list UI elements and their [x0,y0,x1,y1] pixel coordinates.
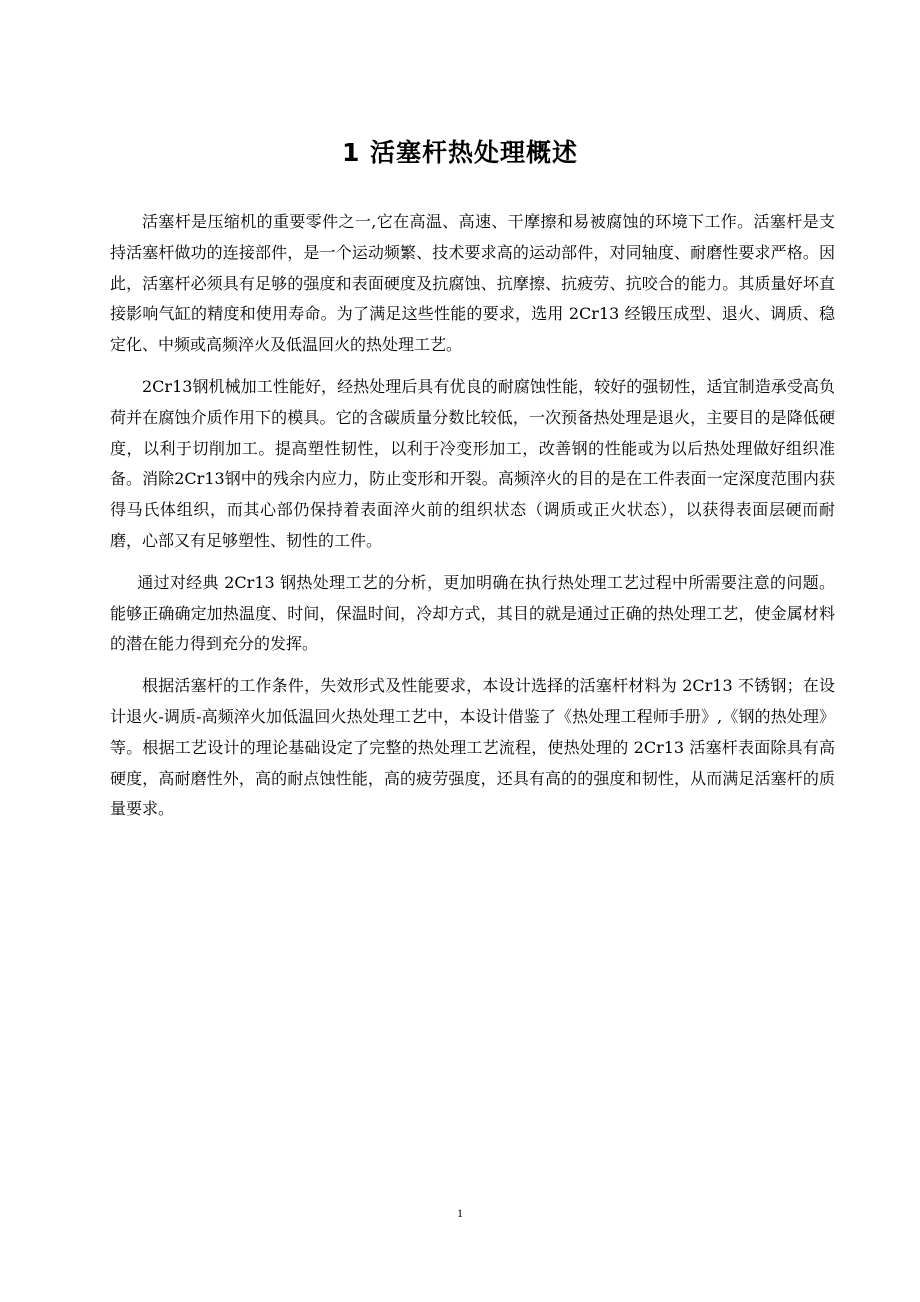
page-number: 1 [457,1206,463,1220]
body-text [110,207,835,836]
paragraph-2: 2Cr13钢机械加工性能好，经热处理后具有优良的耐腐蚀性能，较好的强韧性，适宜制造承受高负荷并在腐蚀介质作用下的模具。它的含碳质量分数比较低，一次预备热处理是退火，主要目的是降低硬度，以利于切削加工。提高塑性韧性，以利于冷变形加工，改善钢的性能或为以后热处理做好组织准备。消除2Cr13钢中的残余内应力，防止变形和开裂。高频淬火的目的是在工件表面一定深度范围内获得马氏体组织，而其心部仍保持着表面淬火前的组织状态（调质或正火状态），以获得表面层硬而耐磨，心部又有足够塑性、韧性的工件。 [110,376,835,550]
paragraph-1: 活塞杆是压缩机的重要零件之一,它在高温、高速、干摩擦和易被腐蚀的环境下工作。活塞杆是支持活塞杆做功的连接部件，是一个运动频繁、技术要求高的运动部件，对同轴度、耐磨性要求严格。因此，活塞杆必须具有足够的强度和表面硬度及抗腐蚀、抗摩擦、抗疲劳、抗咬合的能力。其质量好坏直接影响气缸的精度和使用寿命。为了满足这些性能的要求，选用 2Cr13 经锻压成型、退火、调质、稳定化、中频或高频淬火及低温回火的热处理工艺。 [110,212,835,355]
paragraph-3: 通过对经典 2Cr13 钢热处理工艺的分析，更加明确在执行热处理工艺过程中所需要注意的问题。能够正确确定加热温度、时间，保温时间，冷却方式，其目的就是通过正确的热处理工艺，使金属材料的潜在能力得到充分的发挥。 [110,572,835,654]
paragraph-4: 根据活塞杆的工作条件，失效形式及性能要求，本设计选择的活塞杆材料为 2Cr13 不锈钢；在设计退火-调质-高频淬火加低温回火热处理工艺中，本设计借鉴了《热处理工程师手册》,《钢的热处理》等。根据工艺设计的理论基础设定了完整的热处理工艺流程，使热处理的 2Cr13 活塞杆表面除具有高硬度，高耐磨性外，高的耐点蚀性能，高的疲劳强度，还具有高的的强度和韧性，从而满足活塞杆的质量要求。 [110,676,835,819]
section-title: 1 活塞杆热处理概述 [341,138,579,167]
